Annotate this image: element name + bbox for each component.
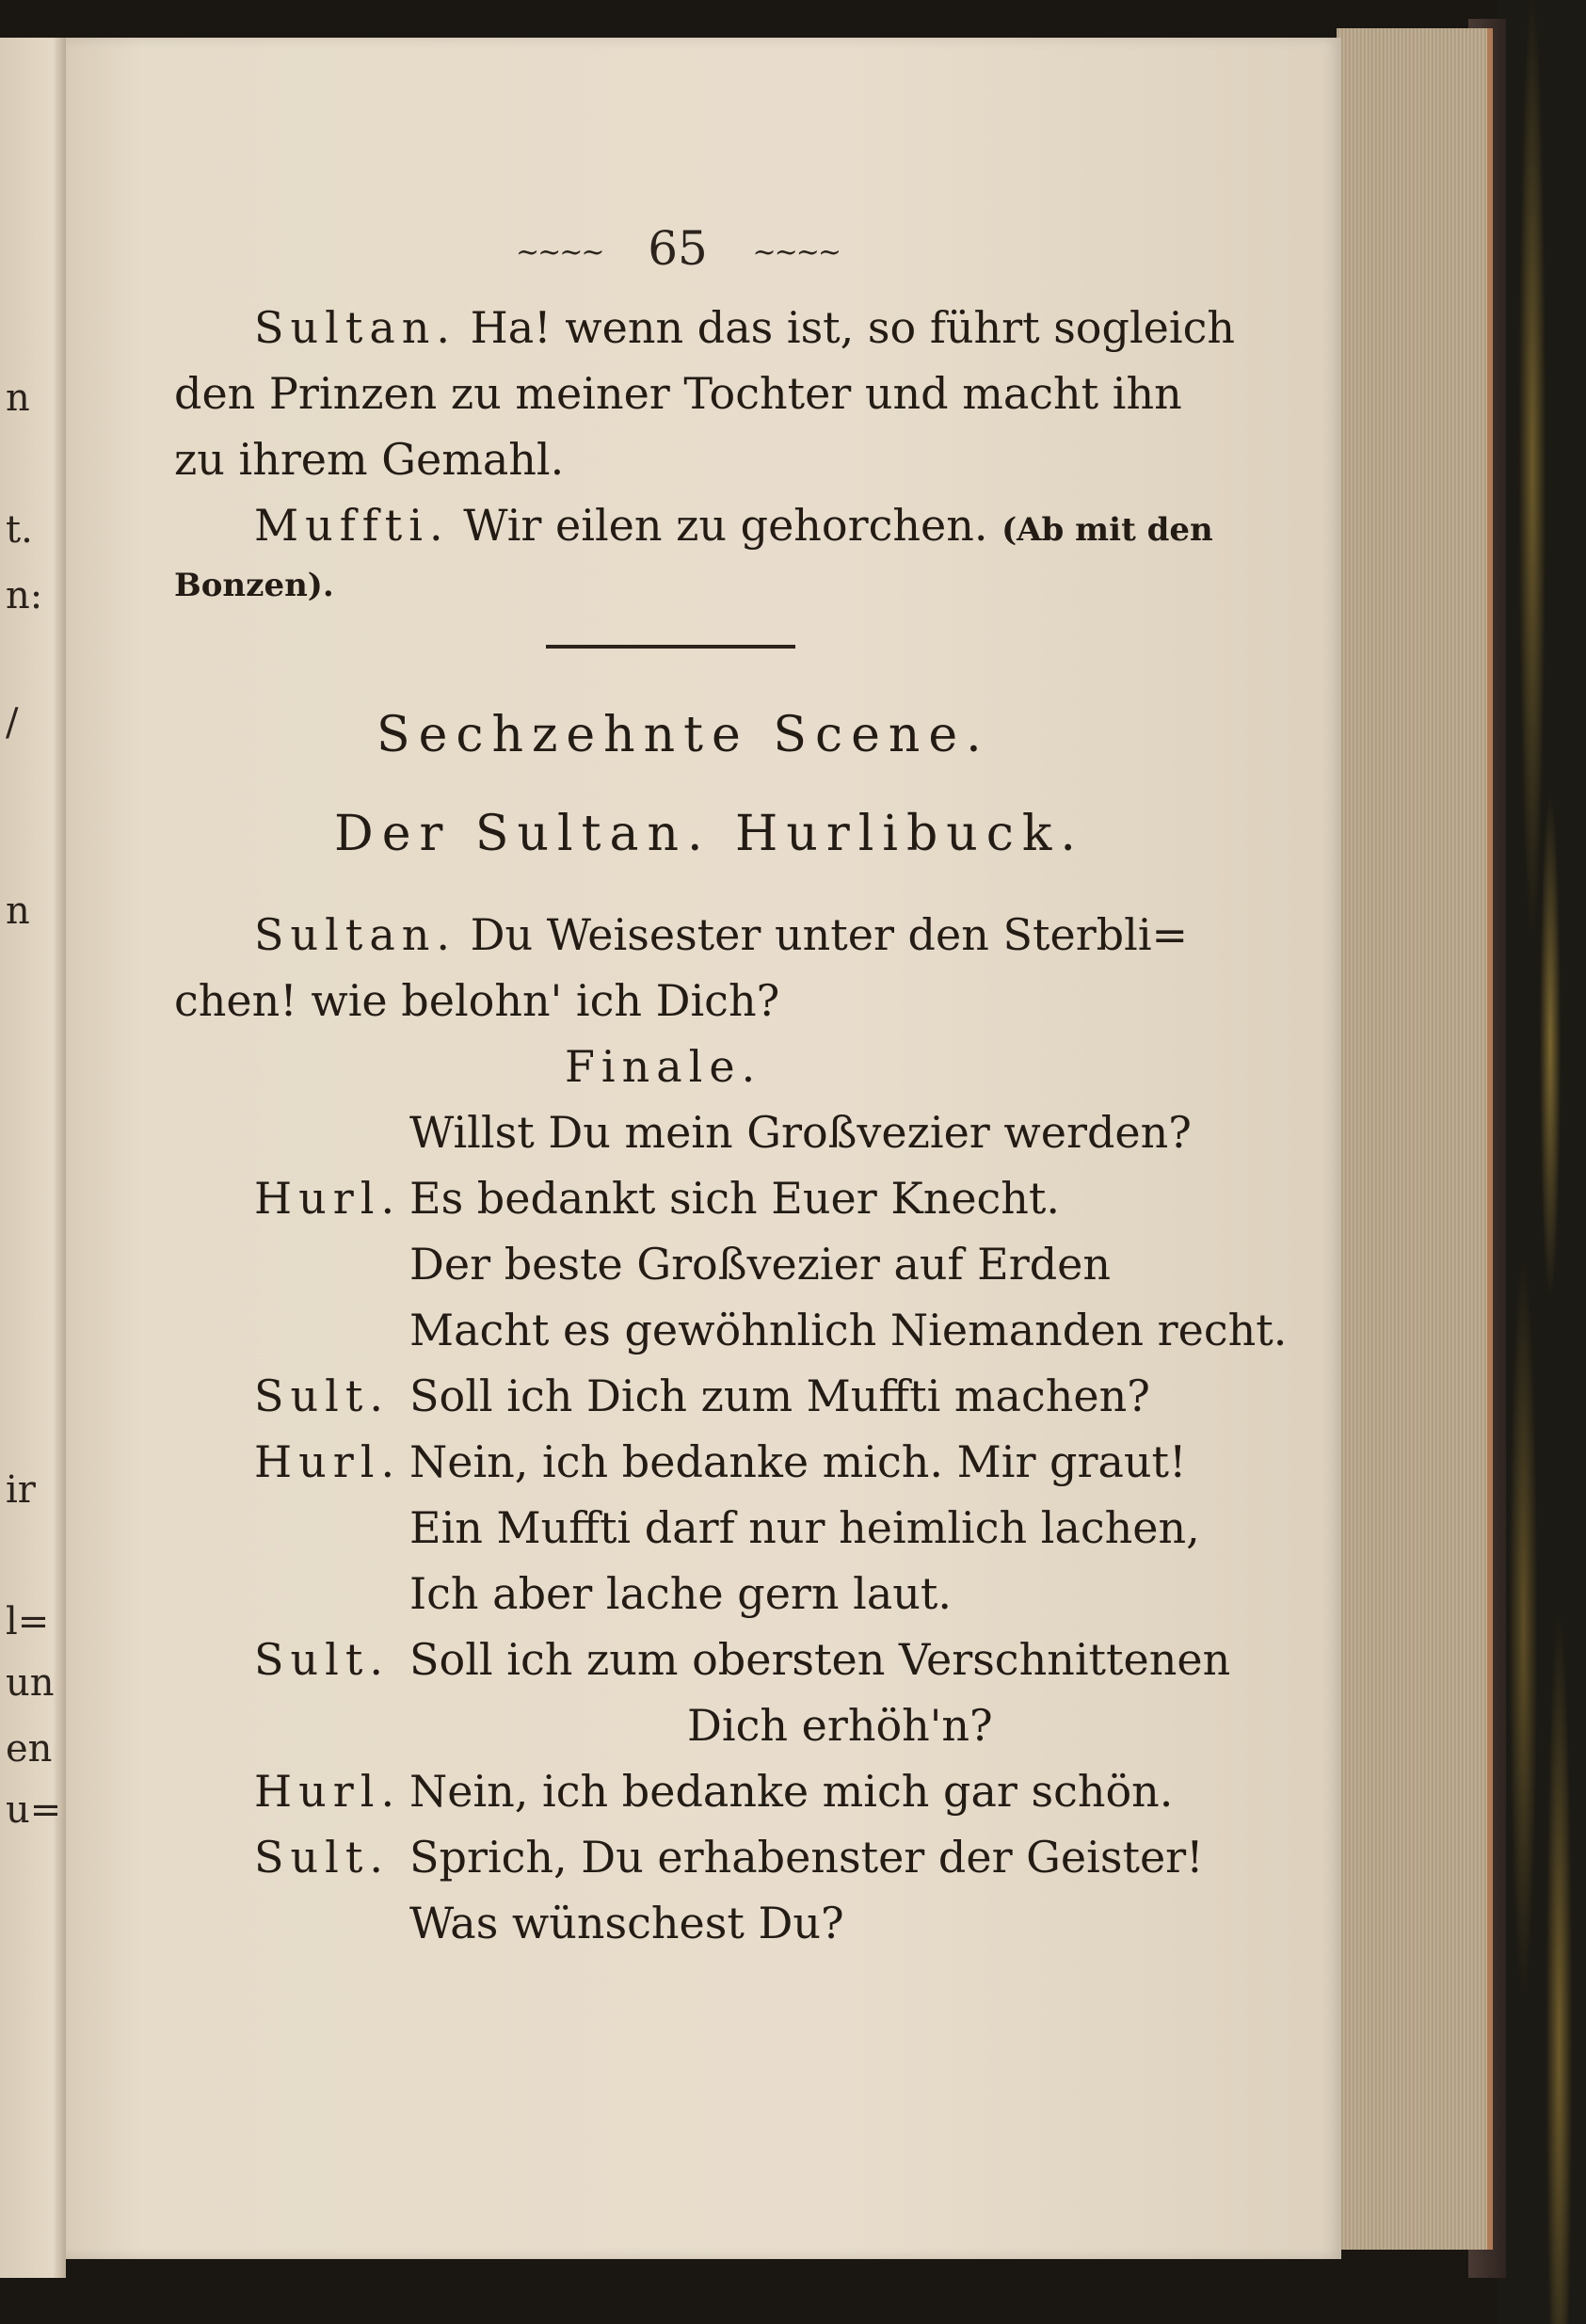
stage-direction: Bonzen).	[174, 567, 334, 604]
verse-line: Es bedankt sich Euer Knecht.	[409, 1173, 1061, 1224]
left-fragment: n:	[6, 574, 43, 617]
left-fragment: n	[6, 377, 30, 420]
line-text: Du Weisester unter den Sterbli=	[470, 909, 1189, 960]
scene-title: Sechzehnte Scene.	[376, 707, 990, 763]
section-rule	[546, 645, 795, 649]
verse-line: Ich aber lache gern laut.	[409, 1568, 953, 1619]
page-number	[66, 221, 1290, 276]
speaker: Sultan.	[254, 302, 457, 353]
verse-line: Ein Muffti darf nur heimlich lachen,	[409, 1502, 1200, 1553]
finale-title: Finale.	[565, 1041, 762, 1092]
verse-line: Nein, ich bedanke mich gar schön.	[409, 1766, 1174, 1817]
speaker: Sult.	[254, 1832, 390, 1883]
speaker: Sultan.	[254, 909, 457, 960]
text-line	[254, 500, 1213, 551]
verse-line: Was wünschest Du?	[409, 1898, 844, 1948]
speaker: Sult.	[254, 1370, 390, 1421]
text-line	[254, 909, 1189, 960]
book-page	[66, 38, 1341, 2259]
left-fragment: n	[6, 890, 30, 933]
left-fragment: ir	[6, 1468, 36, 1512]
verse-line: Macht es gewöhnlich Niemanden recht.	[409, 1305, 1288, 1355]
left-fragment: t.	[6, 508, 33, 552]
left-fragment: l=	[6, 1600, 50, 1643]
verse-line: Dich erhöh'n?	[687, 1700, 993, 1751]
left-fragment: en	[6, 1727, 53, 1771]
text-line	[254, 302, 1235, 353]
left-fragment: u=	[6, 1788, 62, 1832]
text-line: zu ihrem Gemahl.	[174, 434, 565, 485]
ornament-right: ~~~~	[752, 235, 841, 269]
marbled-cover	[1497, 0, 1586, 2324]
verse-line: Nein, ich bedanke mich. Mir graut!	[409, 1436, 1187, 1487]
stage-direction: (Ab mit den	[1001, 511, 1213, 549]
left-page-fragment	[0, 38, 66, 2278]
verse-line: Willst Du mein Großvezier werden?	[409, 1107, 1192, 1158]
speaker: Muffti.	[254, 500, 450, 551]
speaker: Sult.	[254, 1634, 390, 1685]
speaker: Hurl.	[254, 1173, 402, 1224]
line-text: Wir eilen zu gehorchen.	[463, 500, 988, 551]
verse-line: Soll ich Dich zum Muffti machen?	[409, 1370, 1150, 1421]
text-line: den Prinzen zu meiner Tochter und macht ihn	[174, 368, 1182, 419]
verse-line: Sprich, Du erhabenster der Geister!	[409, 1832, 1204, 1883]
speaker: Hurl.	[254, 1436, 402, 1487]
speaker: Hurl.	[254, 1766, 402, 1817]
verse-line: Soll ich zum obersten Verschnittenen	[409, 1634, 1231, 1685]
left-fragment: un	[6, 1661, 55, 1705]
text-line: chen! wie belohn' ich Dich?	[174, 975, 780, 1026]
page-number-value: 65	[648, 221, 708, 276]
scene-characters: Der Sultan. Hurlibuck.	[334, 806, 1084, 862]
ornament-left: ~~~~	[515, 235, 603, 269]
verse-line: Der beste Großvezier auf Erden	[409, 1239, 1112, 1290]
line-text: Ha! wenn das ist, so führt sogleich	[470, 302, 1235, 353]
left-fragment: /	[6, 701, 19, 745]
page-block-fore-edge	[1337, 28, 1493, 2250]
